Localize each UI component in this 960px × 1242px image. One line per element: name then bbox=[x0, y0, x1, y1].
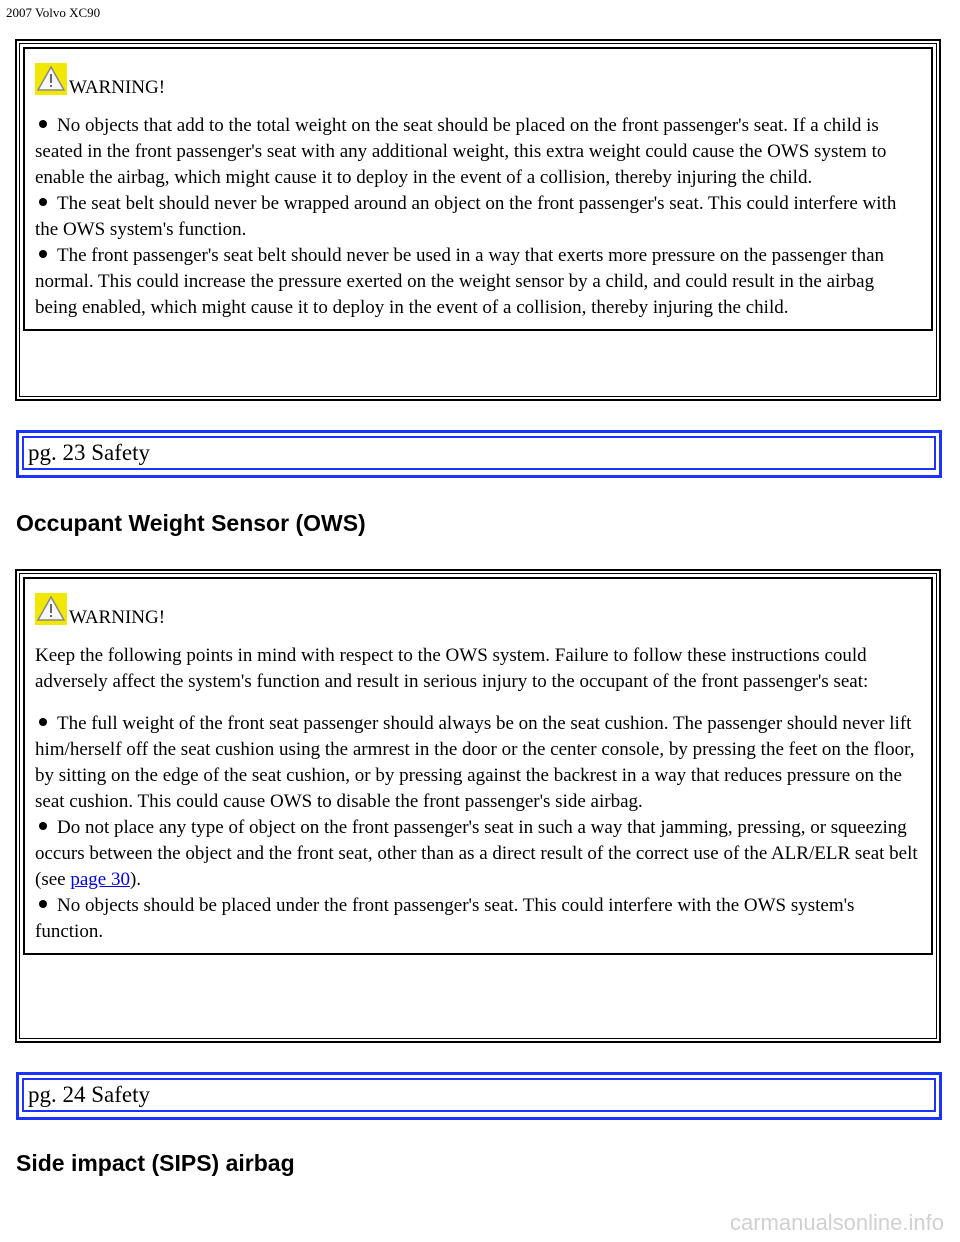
document-header: 2007 Volvo XC90 bbox=[6, 5, 101, 20]
bullet-icon bbox=[39, 718, 47, 726]
bullet-icon bbox=[39, 198, 47, 206]
bullet-icon bbox=[39, 900, 47, 908]
warning-triangle-icon bbox=[35, 593, 67, 625]
warning-box-2 bbox=[16, 570, 940, 1042]
warning-title-row bbox=[35, 589, 921, 631]
watermark: carmanualsonline.info bbox=[729, 1210, 944, 1235]
section-label: pg. 24 Safety bbox=[22, 1078, 936, 1112]
list-item: The front passenger's seat belt should never be used in a way that exerts more pressure on the passenger than normal. This could increase the pressure exerted on the weight sensor by a child, and could result in the airbag being enabled, which might cause it to deploy in the event of a collision, thereby injuring the child. bbox=[35, 245, 885, 318]
section-heading-sips: Side impact (SIPS) airbag bbox=[16, 1150, 295, 1176]
bullet-icon bbox=[39, 120, 47, 128]
warning-intro: Keep the following points in mind with respect to the OWS system. Failure to follow these instructions could adversely affect the system's function and result in serious injury to the occupant of the front passenger's seat: bbox=[35, 645, 869, 692]
warning-triangle-icon bbox=[35, 63, 67, 95]
page-30-link[interactable]: page 30 bbox=[70, 869, 130, 890]
bullet-icon bbox=[39, 822, 47, 830]
section-heading-ows: Occupant Weight Sensor (OWS) bbox=[16, 510, 366, 536]
list-item: No objects should be placed under the front passenger's seat. This could interfere with the OWS system's function. bbox=[35, 895, 855, 942]
section-bar-pg23 bbox=[16, 430, 942, 478]
section-bar-pg24 bbox=[16, 1072, 942, 1120]
warning-title: WARNING! bbox=[69, 77, 166, 98]
list-item: The seat belt should never be wrapped around an object on the front passenger's seat. This could interfere with the OWS system's function. bbox=[35, 193, 897, 240]
list-item: Do not place any type of object on the front passenger's seat in such a way that jamming, pressing, or squeezing occurs between the object and the front seat, other than as a direct result of the correct use of the ALR/ELR seat belt (see page 30). bbox=[35, 817, 918, 890]
section-label: pg. 23 Safety bbox=[22, 436, 936, 470]
warning-box-1 bbox=[16, 40, 940, 400]
list-item: No objects that add to the total weight on the seat should be placed on the front passenger's seat. If a child is seated in the front passenger's seat with any additional weight, this extra weight could cause the OWS system to enable the airbag, which might cause it to deploy in the event of a collision, thereby injuring the child. bbox=[35, 115, 887, 188]
warning-title-row bbox=[35, 59, 921, 101]
bullet-icon bbox=[39, 250, 47, 258]
list-item: The full weight of the front seat passenger should always be on the seat cushion. The passenger should never lift him/herself off the seat cushion using the armrest in the door or the center console, by pressing the feet on the floor, by sitting on the edge of the seat cushion, or by pressing against the backrest in a way that reduces pressure on the seat cushion. This could cause OWS to disable the front passenger's side airbag. bbox=[35, 713, 915, 812]
warning-title: WARNING! bbox=[69, 607, 166, 628]
